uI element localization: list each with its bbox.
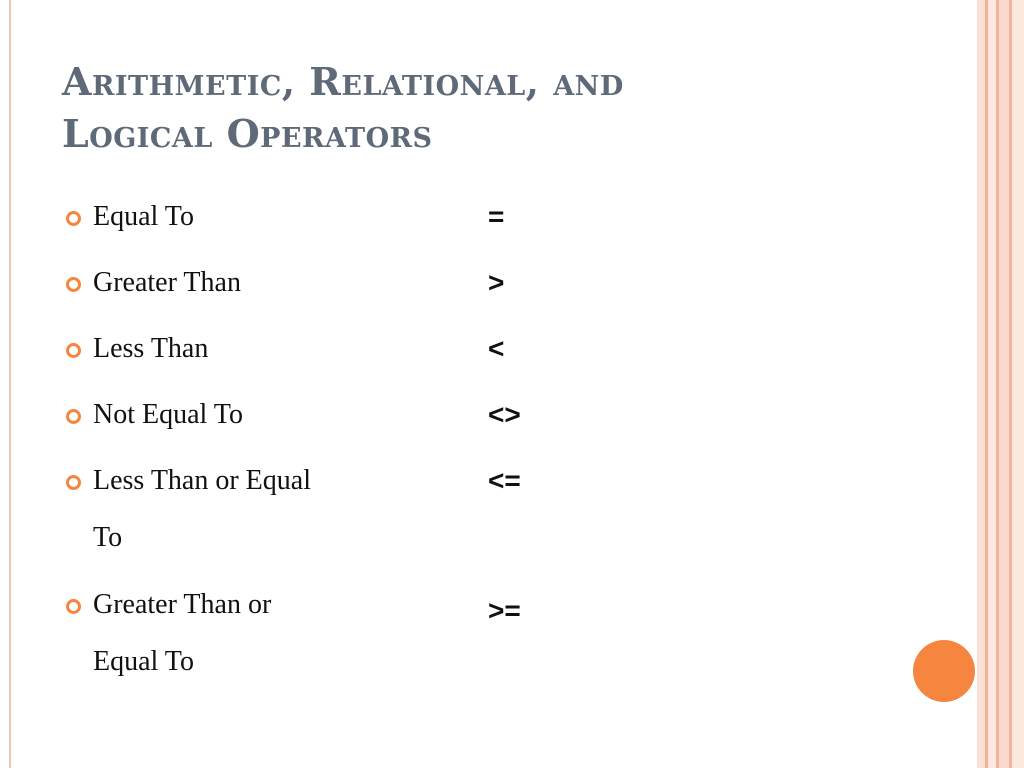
bullet-icon (66, 599, 81, 614)
list-item-label: Equal To (93, 201, 194, 232)
title-line-2: Logical Operators (62, 111, 433, 156)
operator-symbol: > (488, 267, 505, 298)
decorative-orange-circle (913, 640, 975, 702)
operator-symbol: <> (488, 399, 521, 430)
bullet-icon (66, 211, 81, 226)
operator-symbol: <= (488, 465, 521, 496)
operator-symbol: >= (488, 595, 521, 626)
list-item-label: Greater Than (93, 267, 241, 298)
bullet-icon (66, 277, 81, 292)
list-item-label: Not Equal To (93, 399, 243, 430)
bullet-icon (66, 343, 81, 358)
list-item-label: Less Than (93, 333, 209, 364)
bullet-icon (66, 475, 81, 490)
title-line-1: Arithmetic, Relational, and (62, 59, 624, 104)
bullet-icon (66, 409, 81, 424)
right-decorative-stripes (977, 0, 1024, 768)
operator-symbol: = (488, 201, 505, 232)
list-item-label: Less Than or Equal To (93, 465, 311, 553)
operator-symbol: < (488, 333, 505, 364)
list-item-label: Greater Than or Equal To (93, 589, 272, 677)
